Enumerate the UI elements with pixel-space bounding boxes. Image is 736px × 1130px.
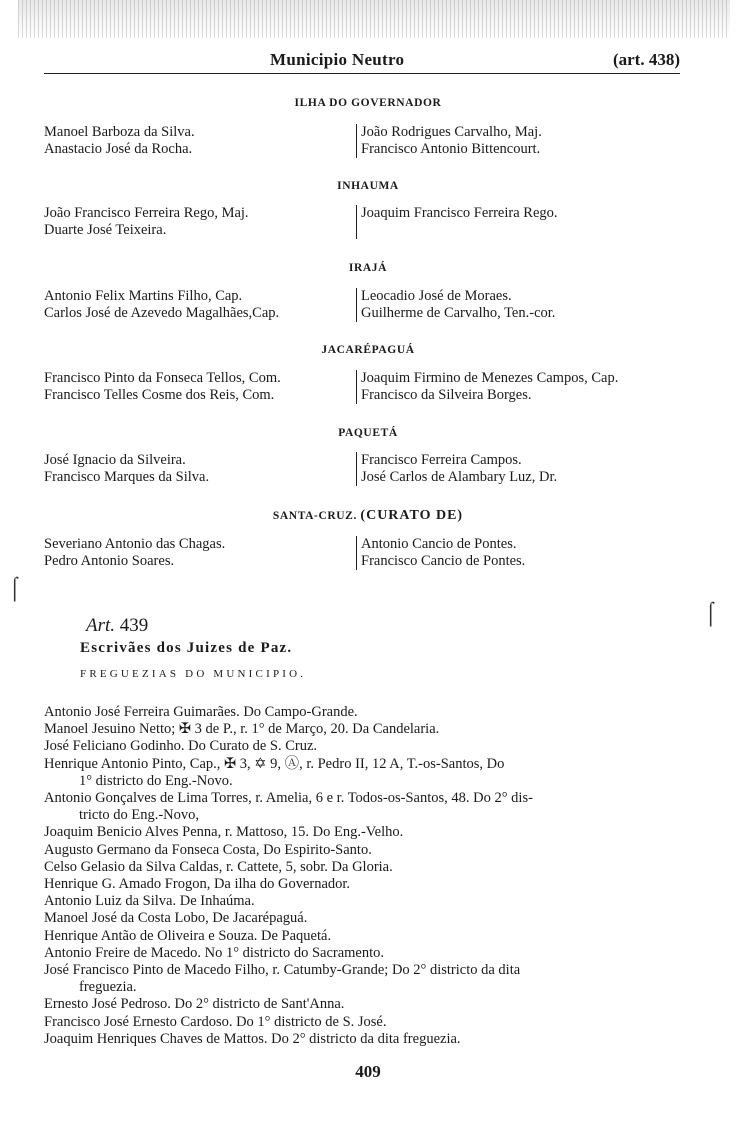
entry-text: Antonio José Ferreira Guimarães. Do Campo-Grande.	[44, 704, 358, 720]
entry	[44, 945, 684, 962]
list-item: Pedro Antonio Soares.	[44, 553, 175, 569]
entry-continuation: 1° districto do Eng.-Novo.	[79, 772, 233, 789]
entry-text: José Francisco Pinto de Macedo Filho, r. Catumby-Grande; Do 2° districto da dita	[44, 962, 521, 979]
list-item: Severiano Antonio das Chagas.	[44, 536, 226, 552]
entry	[44, 996, 684, 1013]
list-item: Francisco Telles Cosme dos Reis, Com.	[44, 387, 275, 403]
right-column	[356, 205, 701, 239]
section-heading	[0, 508, 736, 524]
margin-mark: ⌠	[704, 600, 718, 625]
list-item: Guilherme de Carvalho, Ten.-cor.	[361, 305, 556, 321]
list-item: Francisco Pinto da Fonseca Tellos, Com.	[44, 370, 281, 386]
article-subtitle: Escrivães dos Juizes de Paz.	[80, 640, 293, 656]
entry-text: Celso Gelasio da Silva Caldas, r. Cattete, 5, sobr. Da Gloria.	[44, 858, 393, 875]
section-heading-extra: (CURATO DE)	[360, 508, 464, 523]
left-column	[44, 124, 354, 158]
right-column	[356, 452, 701, 486]
list-item: Manoel Barboza da Silva.	[44, 124, 195, 140]
entry-text: Antonio Gonçalves de Lima Torres, r. Amelia, 6 e r. Todos-os-Santos, 48. Do 2° dis-	[44, 790, 533, 807]
list-item: Francisco Ferreira Campos.	[361, 452, 522, 468]
entry-continuation: freguezia.	[79, 979, 137, 996]
entry	[44, 790, 684, 824]
entry	[44, 859, 684, 876]
list-item: Joaquim Firmino de Menezes Campos, Cap.	[361, 370, 619, 386]
entry	[44, 704, 684, 721]
entry-text: Augusto Germano da Fonseca Costa, Do Espirito-Santo.	[44, 841, 372, 858]
entry	[44, 928, 684, 945]
parishes-heading: FREGUEZIAS DO MUNICIPIO.	[80, 668, 307, 680]
list-item: João Francisco Ferreira Rego, Maj.	[44, 205, 249, 221]
list-item: Antonio Cancio de Pontes.	[361, 536, 517, 552]
article-reference: (art. 438)	[612, 50, 680, 69]
entry	[44, 893, 684, 910]
margin-mark: ⌠	[8, 575, 22, 600]
entry-text: Henrique Antonio Pinto, Cap., ✠ 3, ✡ 9, Ⓐ, r. Pedro II, 12 A, T.-os-Santos, Do	[44, 755, 505, 772]
article-number: 439	[119, 615, 149, 636]
section-heading: IRAJÁ	[348, 262, 388, 274]
left-column	[44, 370, 354, 404]
page-title: Municipio Neutro	[270, 50, 405, 69]
entry	[44, 721, 684, 738]
list-item: Joaquim Francisco Ferreira Rego.	[361, 205, 558, 221]
entry-text: Manoel José da Costa Lobo, De Jacarépaguá.	[44, 910, 308, 927]
entry	[44, 1014, 684, 1031]
entry	[44, 876, 684, 893]
list-item: Francisco Marques da Silva.	[44, 469, 210, 485]
entry-text: Manoel Jesuino Netto; ✠ 3 de P., r. 1° de Março, 20. Da Candelaria.	[44, 721, 440, 738]
list-item: José Ignacio da Silveira.	[44, 452, 186, 468]
entry	[44, 824, 684, 841]
left-column	[44, 288, 354, 322]
section-heading-name: SANTA-CRUZ.	[272, 510, 357, 522]
list-item: José Carlos de Alambary Luz, Dr.	[361, 469, 558, 485]
header-rule	[44, 73, 680, 74]
article-label: Art.	[86, 615, 116, 636]
list-item: Francisco Cancio de Pontes.	[361, 553, 526, 569]
section-heading: INHAUMA	[337, 180, 399, 192]
entry-text: Henrique Antão de Oliveira e Souza. De Paquetá.	[44, 927, 332, 944]
right-column	[356, 124, 701, 158]
list-item: Antonio Felix Martins Filho, Cap.	[44, 288, 243, 304]
entry-text: Henrique G. Amado Frogon, Da ilha do Governador.	[44, 876, 351, 893]
entry-text: Joaquim Benicio Alves Penna, r. Mattoso, 15. Do Eng.-Velho.	[44, 824, 404, 841]
left-column	[44, 452, 354, 486]
entry	[44, 738, 684, 755]
entry	[44, 910, 684, 927]
right-column	[356, 536, 701, 570]
entry-text: José Feliciano Godinho. Do Curato de S. Cruz.	[44, 738, 318, 755]
entry-text: Antonio Freire de Macedo. No 1° districto do Sacramento.	[44, 944, 385, 961]
section-heading: PAQUETÁ	[338, 427, 398, 439]
entry	[44, 1031, 684, 1048]
list-item: João Rodrigues Carvalho, Maj.	[361, 124, 542, 140]
entry	[44, 756, 684, 790]
entries-list	[44, 704, 684, 1048]
left-column	[44, 205, 354, 239]
section-heading: JACARÉPAGUÁ	[321, 344, 415, 356]
list-item: Duarte José Teixeira.	[44, 222, 167, 238]
running-header	[44, 50, 680, 72]
entry-text: Francisco José Ernesto Cardoso. Do 1° districto de S. José.	[44, 1013, 387, 1030]
list-item: Carlos José de Azevedo Magalhães,Cap.	[44, 305, 280, 321]
entry-text: Antonio Luiz da Silva. De Inhaúma.	[44, 893, 255, 910]
list-item: Francisco da Silveira Borges.	[361, 387, 532, 403]
right-column	[356, 288, 701, 322]
article-heading	[86, 615, 148, 637]
list-item: Leocadio José de Moraes.	[361, 288, 512, 304]
right-column	[356, 370, 701, 404]
list-item: Anastacio José da Rocha.	[44, 141, 193, 157]
entry-text: Ernesto José Pedroso. Do 2° districto de Sant'Anna.	[44, 996, 345, 1013]
section-heading: ILHA DO GOVERNADOR	[294, 97, 442, 109]
list-item: Francisco Antonio Bittencourt.	[361, 141, 541, 157]
page-number: 409	[355, 1062, 381, 1081]
left-column	[44, 536, 354, 570]
entry	[44, 842, 684, 859]
entry-text: Joaquim Henriques Chaves de Mattos. Do 2° districto da dita freguezia.	[44, 1030, 461, 1047]
entry-continuation: tricto do Eng.-Novo,	[79, 807, 200, 824]
scan-noise	[18, 0, 730, 38]
entry	[44, 962, 684, 996]
